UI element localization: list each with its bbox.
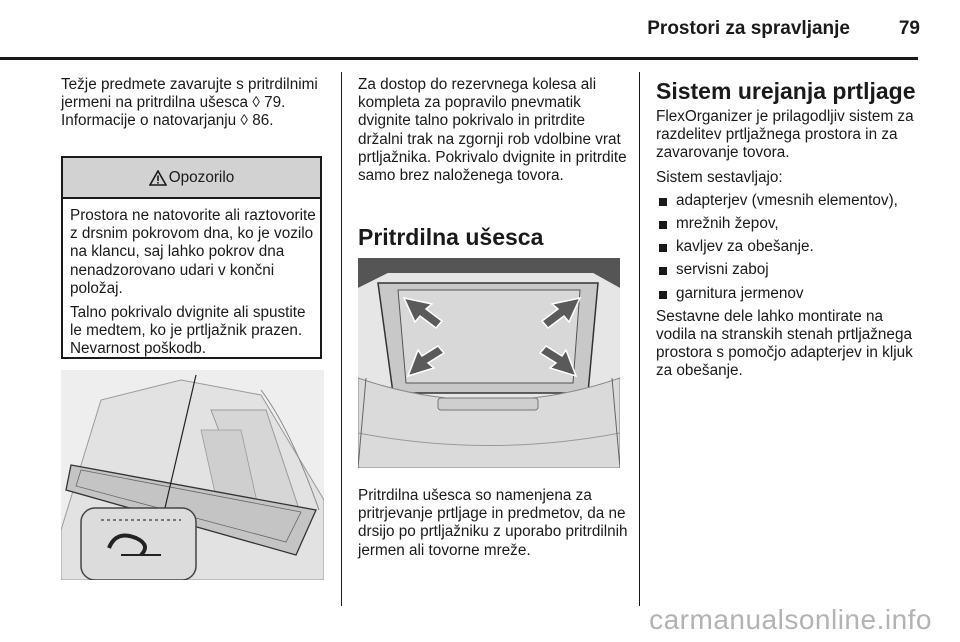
list-item: garnitura jermenov: [656, 285, 926, 303]
watermark: carmanualsonline.info: [649, 604, 932, 635]
intro-text-1: Težje predmete zavarujte s pritrdilnimi jermeni na pritrdilna ušesca: [61, 76, 318, 112]
section-heading-lashing-eyes: Pritrdilna ušesca: [358, 224, 544, 250]
lashing-eyes-paragraph: Pritrdilna ušesca so namenjena za pritrjevanje prtljage in predmetov, da ne drsijo po prtljažniku z uporabo pritrdilnih jermen ali tovorne mreže.: [358, 487, 628, 559]
ref-arrow-icon: ◊: [240, 112, 248, 130]
intro-paragraph: [61, 76, 333, 131]
section-heading-luggage-system: Sistem urejanja prtljage: [656, 78, 916, 104]
luggage-components-label: Sistem sestavljajo:: [656, 168, 783, 186]
luggage-system-content: [656, 108, 926, 381]
warning-triangle-icon: [149, 170, 167, 186]
list-item: adapterjev (vmesnih elementov),: [656, 192, 926, 210]
warning-header: [63, 158, 320, 199]
intro-text-3: 86.: [247, 112, 274, 130]
warning-body: [63, 199, 320, 359]
components-list: [656, 192, 926, 303]
mounting-paragraph: Sestavne dele lahko montirate na vodila na stranskih stenah prtljažnega prostora s pomočjo adapterjev in kljuk za obešanje.: [656, 307, 913, 380]
page-number: 79: [898, 18, 920, 39]
trunk-floor-cover-illustration: [61, 370, 324, 580]
warning-paragraph: Talno pokrivalo dvignite ali spustite le medtem, ko je prtljažnik prazen. Nevarnost poškodb.: [70, 304, 306, 358]
list-item: servisni zaboj: [656, 261, 926, 279]
ref-arrow-icon: ◊: [252, 94, 260, 112]
warning-title: Opozorilo: [168, 168, 235, 186]
lashing-eyes-illustration: [358, 258, 620, 468]
warning-paragraph: Prostora ne natovorite ali raztovorite z drsnim pokrovom dna, ko je vozilo na klancu, saj lahko pokrov dna nenadzorovano udari v končni položaj.: [70, 207, 316, 297]
list-item: kavljev za obešanje.: [656, 238, 926, 256]
warning-box: [61, 156, 322, 359]
header-rule: [0, 57, 918, 60]
column-divider-right: [639, 72, 640, 606]
spare-wheel-paragraph: Za dostop do rezervnega kolesa ali kompleta za popravilo pnevmatik dvignite talno pokrivalo in pritrdite držalni trak na zgornji rob vdolbine vrat prtljažnika. Pokrivalo dvignite in pritrdite samo brez naloženega tovora.: [358, 76, 627, 185]
list-item: mrežnih žepov,: [656, 215, 926, 233]
column-divider-left: [341, 72, 342, 606]
luggage-intro-paragraph: FlexOrganizer je prilagodljiv sistem za razdelitev prtljažnega prostora in za zavarovanje tovora.: [656, 108, 914, 162]
intro-text-2: 79. Informacije o natovarjanju: [61, 94, 286, 130]
header-title: Prostori za spravljanje: [647, 18, 850, 39]
